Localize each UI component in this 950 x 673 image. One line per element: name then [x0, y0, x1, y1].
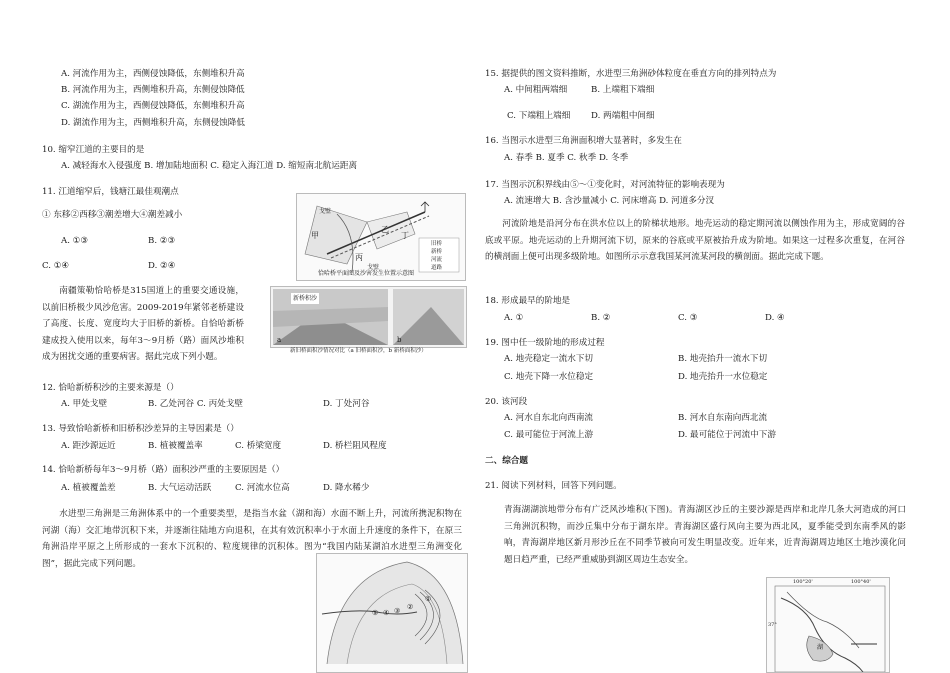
fig1-label-jia: 甲: [311, 231, 319, 240]
q20-option-c: C. 最可能位于河流上游: [504, 430, 594, 440]
q19-option-a: A. 地壳稳定一流水下切: [504, 354, 594, 364]
fig1-legend-road: 道路: [431, 265, 443, 271]
q18-option-c: C. ③: [678, 313, 698, 323]
delta-figure: [316, 553, 468, 673]
q16-options: A. 春季 B. 夏季 C. 秋季 D. 冬季: [504, 153, 629, 163]
q20-option-b: B. 河水自东南向西北流: [678, 413, 768, 423]
fig2-caption: 新旧桥面积沙情况对比（a 旧桥面积沙，b 新桥面积沙）: [290, 348, 427, 354]
q19-option-d: D. 地壳抬升一水位稳定: [678, 372, 768, 382]
bridge-plan-figure: [296, 193, 466, 281]
q21-stem: 21. 阅读下列材料，回答下列问题。: [485, 481, 622, 491]
q16-stem: 16. 当图示水进型三角洲面积增大显著时，多发生在: [485, 136, 682, 146]
map-label-lat: 37°: [768, 622, 777, 628]
q11-stem: 11. 江道缩窄后，钱塘江最佳观潮点: [42, 187, 179, 197]
q15-option-b: B. 上端粗下端细: [591, 85, 655, 95]
section-title: 二、综合题: [485, 456, 528, 466]
map-label-lon2: 100°40': [851, 579, 871, 585]
q14-option-b: B. 大气运动活跃: [148, 483, 212, 493]
qinghai-lake-map-figure: [766, 577, 890, 673]
q12-option-a: A. 甲处戈壁: [61, 399, 108, 409]
q12-option-d: D. 丁处河谷: [323, 399, 370, 409]
q15-option-a: A. 中间粗两端细: [504, 85, 568, 95]
passage-delta: 水进型三角洲是三角洲体系中的一个重要类型，是指当水盆（湖和海）水面不断上升，河流所携泥积物在河湖（海）交汇地带沉积下来，并逐渐往陆地方向退积，在其有效沉积率小于水面上升速度的条件下，在原三角洲沿岸平原之上所形成的一套水下沉积的、粒度规律的沉积体。图为“我国内陆某湖泊水进型三角洲变化图”，据此完成下列问题。: [42, 509, 462, 569]
q14-option-a: A. 植被覆盖差: [61, 483, 116, 493]
fig1-label-yi: 乙: [381, 225, 389, 234]
q13-option-a: A. 距沙源远近: [61, 441, 116, 451]
q20-option-a: A. 河水自东北向西南流: [504, 413, 594, 423]
q12-stem: 12. 恰哈新桥积沙的主要来源是（）: [42, 383, 179, 393]
q18-option-a: A. ①: [504, 313, 524, 323]
q19-stem: 19. 图中任一级阶地的形成过程: [485, 338, 605, 348]
fig1-legend-old-bridge: 旧桥: [431, 241, 443, 247]
fig3-label-4: ④: [383, 609, 390, 617]
q17-stem: 17. 当图示沉积界线由⑤～①变化时，对河流特征的影响表现为: [485, 180, 725, 190]
q18-option-b: B. ②: [591, 313, 611, 323]
fig1-caption: 恰哈桥平面图及沙害发生位置示意图: [318, 270, 415, 277]
q9-option-b: B. 河流作用为主，西侧堆积升高，东侧侵蚀降低: [61, 85, 245, 95]
q15-option-c: C. 下端粗上端细: [507, 111, 571, 121]
fig1-legend-new-bridge: 新桥: [431, 249, 443, 255]
fig1-legend-river: 河流: [431, 257, 443, 263]
fig2-tag: 新桥积沙: [293, 295, 318, 302]
qinghai-lake-map: [767, 578, 889, 672]
q10-stem: 10. 缩窄江道的主要目的是: [42, 145, 145, 155]
q15-stem: 15. 据提供的图文资料推断，水进型三角洲砂体粒度在垂直方向的排列特点为: [485, 69, 777, 79]
q9-option-d: D. 湖流作用为主，西侧堆积升高，东侧侵蚀降低: [61, 118, 245, 128]
q13-stem: 13. 导致恰哈新桥和旧桥积沙差异的主导因素是（）: [42, 424, 239, 434]
fig1-label-gobi: 戈壁: [319, 208, 332, 215]
map-label-lake: 湖: [817, 644, 824, 651]
q19-option-b: B. 地壳抬升一流水下切: [678, 354, 768, 364]
passage-river-terrace: 河流阶地是沿河分布在洪水位以上的阶梯状地形。地壳运动的稳定期河流以侧蚀作用为主，形成宽阔的谷底或平原。地壳运动的上升期河流下切，原来的谷底或平原被抬升成为阶地。如果这一过程多次重复，在河谷的横剖面上便可出现多级阶地。如图所示示意我国某河流某河段的横剖面。据此完成下题。: [485, 219, 905, 262]
q13-option-d: D. 桥栏阻风程度: [323, 441, 387, 451]
bridge-photos-figure: [270, 286, 467, 348]
q15-option-d: D. 两端粗中间细: [591, 111, 655, 121]
fig3-label-3: ③: [394, 607, 401, 615]
q9-option-c: C. 湖流作用为主，西侧侵蚀降低，东侧堆积升高: [61, 101, 245, 111]
q19-option-c: C. 地壳下降一水位稳定: [504, 372, 594, 382]
q20-stem: 20. 该河段: [485, 397, 528, 407]
q12-option-bc: B. 乙处河谷 C. 丙处戈壁: [148, 399, 243, 409]
q17-options: A. 流速增大 B. 含沙量减小 C. 河床增高 D. 河道多分汊: [504, 196, 715, 206]
q11-option-a: A. ①③: [61, 236, 89, 246]
delta-map: [317, 554, 467, 672]
q18-stem: 18. 形成最早的阶地是: [485, 296, 571, 306]
q20-option-d: D. 最可能位于河流中下游: [678, 430, 776, 440]
q11-option-c: C. ①④: [42, 261, 70, 271]
q14-option-d: D. 降水稀少: [323, 483, 370, 493]
fig3-label-5: ⑤: [372, 609, 379, 617]
fig3-label-2: ②: [407, 603, 414, 611]
q9-option-a: A. 河流作用为主，西侧侵蚀降低，东侧堆积升高: [61, 69, 245, 79]
fig1-label-ding: 丁: [401, 231, 409, 240]
q11-option-d: D. ②④: [148, 261, 176, 271]
map-label-lon1: 100°20': [793, 579, 813, 585]
fig1-label-bing: 丙: [355, 253, 363, 262]
q18-option-d: D. ④: [765, 313, 785, 323]
fig1-label-gobi-2: 戈壁: [367, 264, 380, 271]
fig2-label-b: b: [397, 336, 402, 344]
q11-items: ① 东移②西移③潮差增大④潮差减小: [42, 210, 183, 220]
q10-options: A. 减轻海水入侵强度 B. 增加陆地面积 C. 稳定入海江道 D. 缩短南北航运距离: [61, 161, 358, 171]
q13-option-c: C. 桥梁宽度: [235, 441, 282, 451]
q13-option-b: B. 植被覆盖率: [148, 441, 203, 451]
q14-option-c: C. 河流水位高: [235, 483, 290, 493]
q14-stem: 14. 恰哈新桥每年3～9月桥（路）面积沙严重的主要原因是（）: [42, 465, 285, 475]
passage-qiaha-bridge: 南疆策勒恰哈桥是315国道上的重要交通设施，以前旧桥极少风沙危害。2009-2019年紧邻老桥建设了高度、长度、宽度均大于旧桥的新桥。自恰哈新桥建成投入使用以来，每年3～9月桥（路）面风沙堆积成为困扰交通的重要病害。据此完成下列小题。: [42, 286, 244, 362]
q11-option-b: B. ②③: [148, 236, 176, 246]
fig3-label-1: ①: [425, 595, 432, 603]
passage-qinghai-lake: 青海湖湖滨地带分布有广泛风沙堆积(下图)。青海湖区沙丘的主要沙源是西岸和北岸几条大河造成的河口三角洲沉积物，而沙丘集中分布于湖东岸。青海湖区盛行风向主要为西北风，夏季能受到东南季风的影响，青海湖岸地区新月形沙丘在不同季节被向可发生明显改变。近年来，近青海湖周边地区土地沙漠化问题日趋严重，已经严重威胁到湖区周边生态安全。: [504, 505, 906, 565]
fig2-label-a: a: [277, 336, 282, 344]
